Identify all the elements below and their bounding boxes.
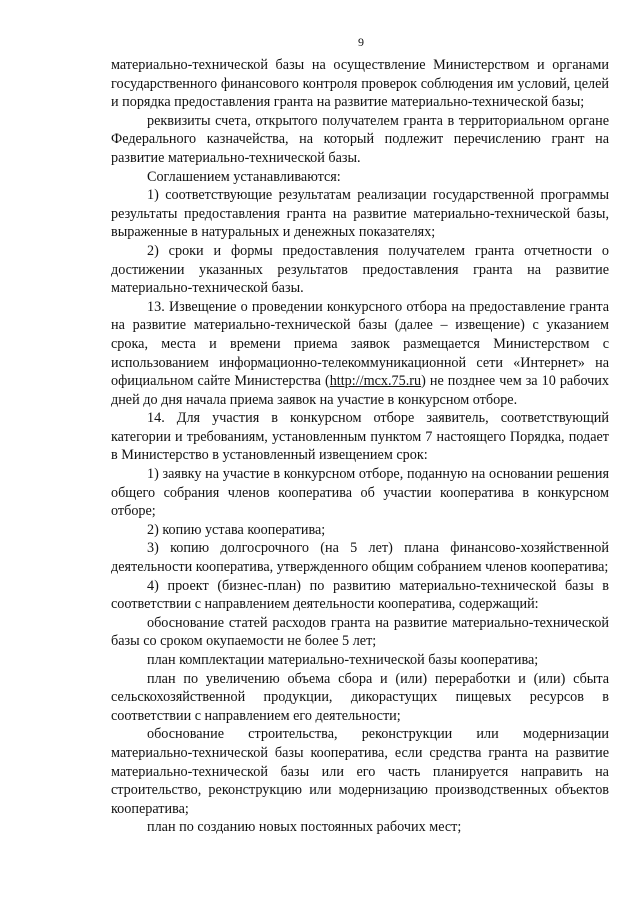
paragraph-13-notice (111, 298, 609, 410)
paragraph-agreement-item-2: 2) сроки и формы предоставления получателем гранта отчетности о достижении указанных результатов предоставления гранта на развитие материально-технической базы. (111, 242, 609, 297)
paragraph-agreement-item-1: 1) соответствующие результатам реализации государственной программы результаты предоставления гранта на развитие материально-технической базы, выраженные в натуральных и денежных показателях; (111, 187, 609, 241)
paragraph-14-item-2: 2) копию устава кооператива; (147, 521, 326, 538)
paragraph-project-construction: обоснование строительства, реконструкции или модернизации материально-технической базы кооператива, если средства гранта на развитие материально-технической базы или его часть планируется направить на строительство, реконструкцию или модернизацию производственных объектов кооператива; (111, 726, 609, 817)
paragraph-agreement-heading: Соглашением устанавливаются: (147, 168, 341, 185)
paragraph-project-justification: обоснование статей расходов гранта на развитие материально-технической базы со сроком окупаемости не более 5 лет; (111, 614, 609, 650)
document-page (111, 0, 609, 905)
ministry-website-link[interactable]: http://mcx.75.ru (329, 373, 422, 390)
page-number: 9 (358, 35, 364, 49)
paragraph-14-item-3: 3) копию долгосрочного (на 5 лет) плана финансово-хозяйственной деятельности кооператива, утвержденного общим собранием членов кооператива; (111, 540, 609, 576)
paragraph-13-text-after: ) не позднее чем за 10 рабочих дней до дня начала приема заявок на участие в конкурсном отборе. (111, 373, 609, 408)
document-body (111, 56, 609, 837)
paragraph-project-jobs-plan: план по созданию новых постоянных рабочих мест; (147, 819, 462, 836)
paragraph-14-participation: 14. Для участия в конкурсном отборе заявитель, соответствующий категории и требованиям, установленным пунктом 7 настоящего Порядка, подает в Министерство в установленный извещением срок: (111, 410, 609, 464)
paragraph-project-equipment-plan: план комплектации материально-технической базы кооператива; (147, 652, 539, 668)
paragraph-grant-control: материально-технической базы на осуществление Министерством и органами государственного финансового контроля проверок соблюдения им условий, целей и порядка предоставления гранта на развитие материально-технической базы; (111, 57, 609, 111)
paragraph-project-volume-plan: план по увеличению объема сбора и (или) переработки и (или) сбыта сельскохозяйственной продукции, дикорастущих пищевых ресурсов в соответствии с направлением его деятельности; (111, 670, 609, 724)
paragraph-account-details: реквизиты счета, открытого получателем гранта в территориальном органе Федерального казначейства, на который подлежит перечислению грант на развитие материально-технической базы. (111, 112, 609, 166)
paragraph-14-item-1: 1) заявку на участие в конкурсном отборе, поданную на основании решения общего собрания членов кооператива об участии кооператива в конкурсном отборе; (111, 466, 609, 520)
paragraph-13-text-before: 13. Извещение о проведении конкурсного отбора на предоставление гранта на развитие материально-технической базы (далее – извещение) с указанием срока, места и времени приема заявок размещается Министерством с использованием информационно-телекоммуникационной сети «Интернет» на официальном сайте Министерства ( (111, 298, 609, 390)
paragraph-14-item-4: 4) проект (бизнес-план) по развитию материально-технической базы в соответствии с направлением деятельности кооператива, содержащий: (111, 577, 609, 613)
